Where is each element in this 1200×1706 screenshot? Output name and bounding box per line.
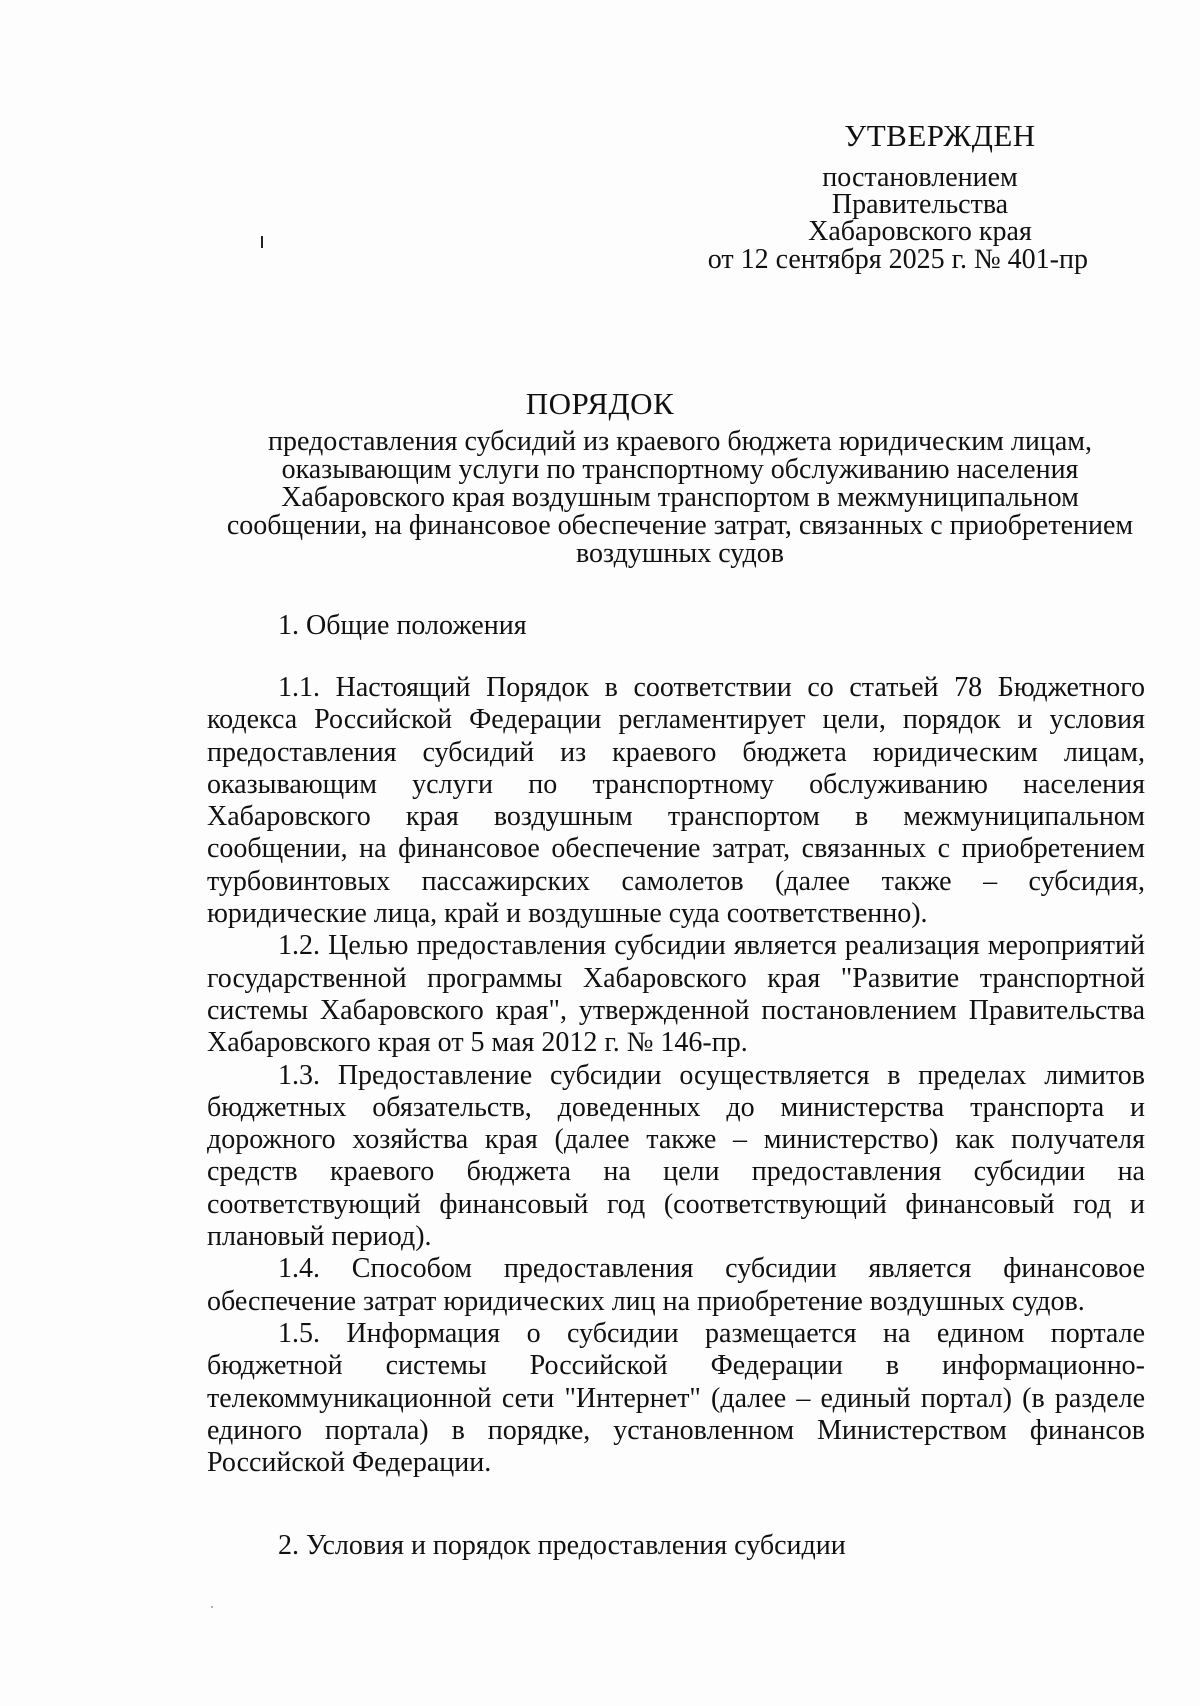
scan-mark: [261, 236, 263, 248]
document-subtitle: предоставления субсидий из краевого бюджета юридическим лицам, оказывающим услуги по транспортному обслуживанию населения Хабаровского края воздушным транспортом в межмуниципальном сообщении, на финансовое обеспечение затрат, связанных с приобретением воздушных судов: [226, 426, 1134, 569]
scan-speck: [211, 1606, 213, 1608]
approval-heading: УТВЕРЖДЕН: [844, 118, 1036, 153]
paragraph-1-2: 1.2. Целью предоставления субсидии является реализация мероприятий государственной программы Хабаровского края "Развитие транспортной системы Хабаровского края", утвержденной постановлением Правительства Хабаровского края от 5 мая 2012 г. № 146-пр.: [207, 930, 1145, 1059]
section-body-general: [207, 672, 1145, 1479]
approval-line-region: Хабаровского края: [808, 216, 1032, 247]
paragraph-1-1: 1.1. Настоящий Порядок в соответствии со статьей 78 Бюджетного кодекса Российской Федерации регламентирует цели, порядок и условия предоставления субсидий из краевого бюджета юридическим лицам, оказывающим услуги по транспортному обслуживанию населения Хабаровского края воздушным транспортом в межмуниципальном сообщении, на финансовое обеспечение затрат, связанных с приобретением турбовинтовых пассажирских самолетов (далее также – субсидия, юридические лица, край и воздушные суда соответственно).: [207, 672, 1145, 930]
approval-date: от 12 сентября 2025 г. № 401-пр: [707, 244, 1088, 275]
approval-stamp-block: [700, 118, 1140, 275]
paragraph-1-4: 1.4. Способом предоставления субсидии является финансовое обеспечение затрат юридических лиц на приобретение воздушных судов.: [207, 1253, 1145, 1317]
paragraph-1-5: 1.5. Информация о субсидии размещается на едином портале бюджетной системы Российской Федерации в информационно-телекоммуникационной сети "Интернет" (далее – единый портал) (в разделе единого портала) в порядке, установленном Министерством финансов Российской Федерации.: [207, 1317, 1145, 1479]
paragraph-1-3: 1.3. Предоставление субсидии осуществляется в пределах лимитов бюджетных обязательств, доведенных до министерства транспорта и дорожного хозяйства края (далее также – министерство) как получателя средств краевого бюджета на цели предоставления субсидии на соответствующий финансовый год (соответствующий финансовый год и плановый период).: [207, 1059, 1145, 1253]
section-heading-conditions: 2. Условия и порядок предоставления субсидии: [278, 1530, 846, 1561]
approval-line-government: Правительства: [831, 189, 1009, 220]
approval-line-resolution: постановлением: [822, 162, 1018, 193]
section-heading-general: 1. Общие положения: [278, 610, 527, 641]
document-title: ПОРЯДОК: [525, 386, 675, 421]
